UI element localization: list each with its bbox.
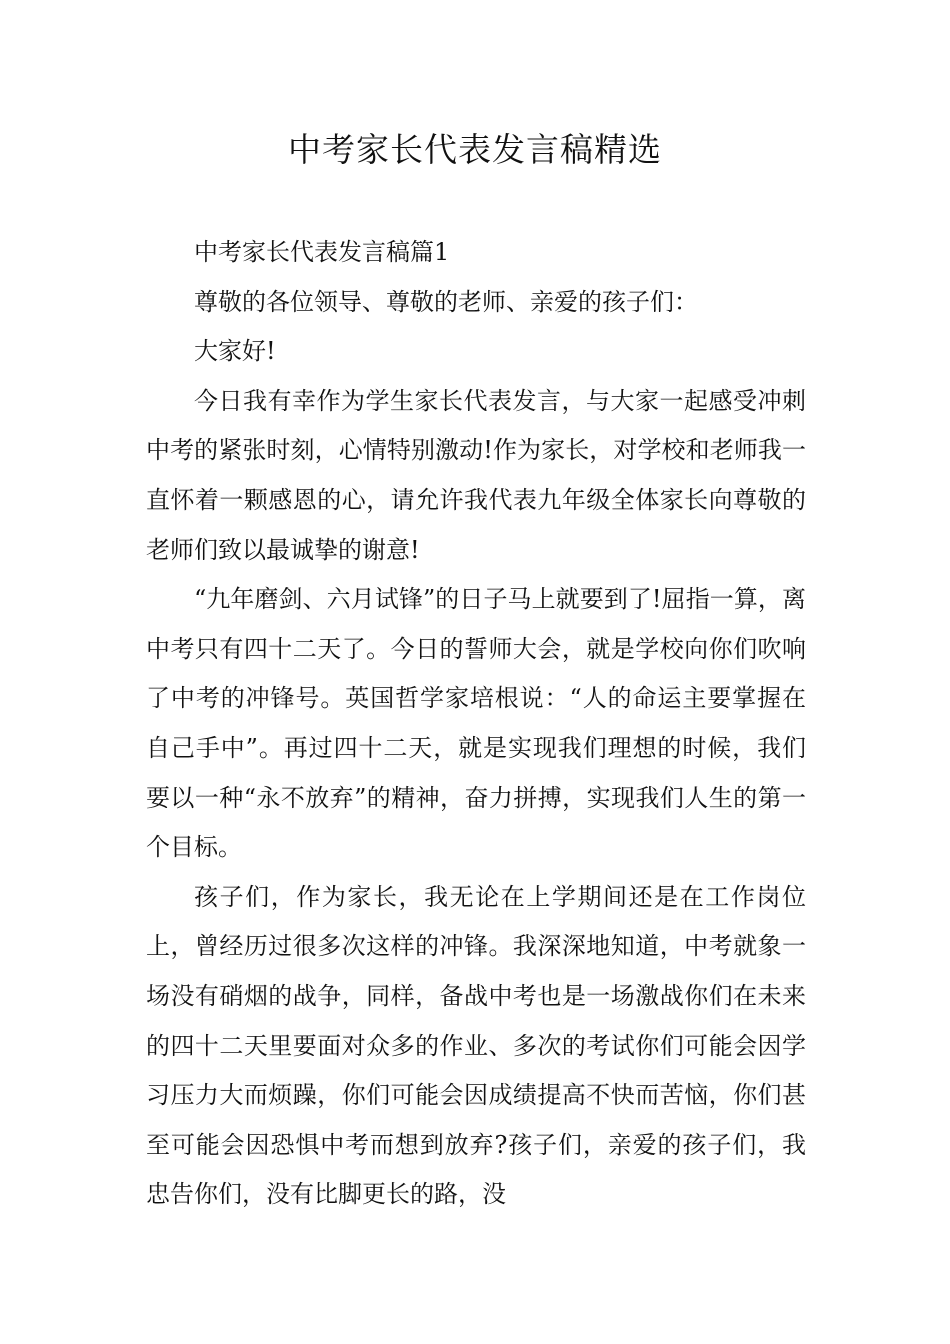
paragraph: 孩子们，作为家长，我无论在上学期间还是在工作岗位上，曾经历过很多次这样的冲锋。我深深地知道，中考就象一场没有硝烟的战争，同样，备战中考也是一场激战你们在未来的四十二天里要面对众多的作业、多次的考试你们可能会因学习压力大而烦躁，你们可能会因成绩提高不快而苦恼，你们甚至可能会因恐惧中考而想到放弃?孩子们，亲爱的孩子们，我忠告你们，没有比脚更长的路，没 bbox=[146, 882, 806, 1209]
document-title: 中考家长代表发言稿精选 bbox=[288, 130, 662, 169]
paragraph: 今日我有幸作为学生家长代表发言，与大家一起感受冲刺中考的紧张时刻，心情特别激动!作为家长，对学校和老师我一直怀着一颗感恩的心，请允许我代表九年级全体家长向尊敬的老师们致以最诚挚的谢意! bbox=[146, 386, 806, 564]
document-body bbox=[146, 228, 806, 1220]
salutation: 尊敬的各位领导、尊敬的老师、亲爱的孩子们： bbox=[194, 287, 698, 316]
section-heading: 中考家长代表发言稿篇1 bbox=[194, 238, 450, 266]
greeting: 大家好! bbox=[194, 337, 276, 366]
paragraph: “九年磨剑、六月试锋”的日子马上就要到了!屈指一算，离中考只有四十二天了。今日的誓师大会，就是学校向你们吹响了中考的冲锋号。英国哲学家培根说：“人的命运主要掌握在自己手中”。再过四十二天，就是实现我们理想的时候，我们要以一种“永不放弃”的精神，奋力拼搏，实现我们人生的第一个目标。 bbox=[146, 585, 806, 862]
